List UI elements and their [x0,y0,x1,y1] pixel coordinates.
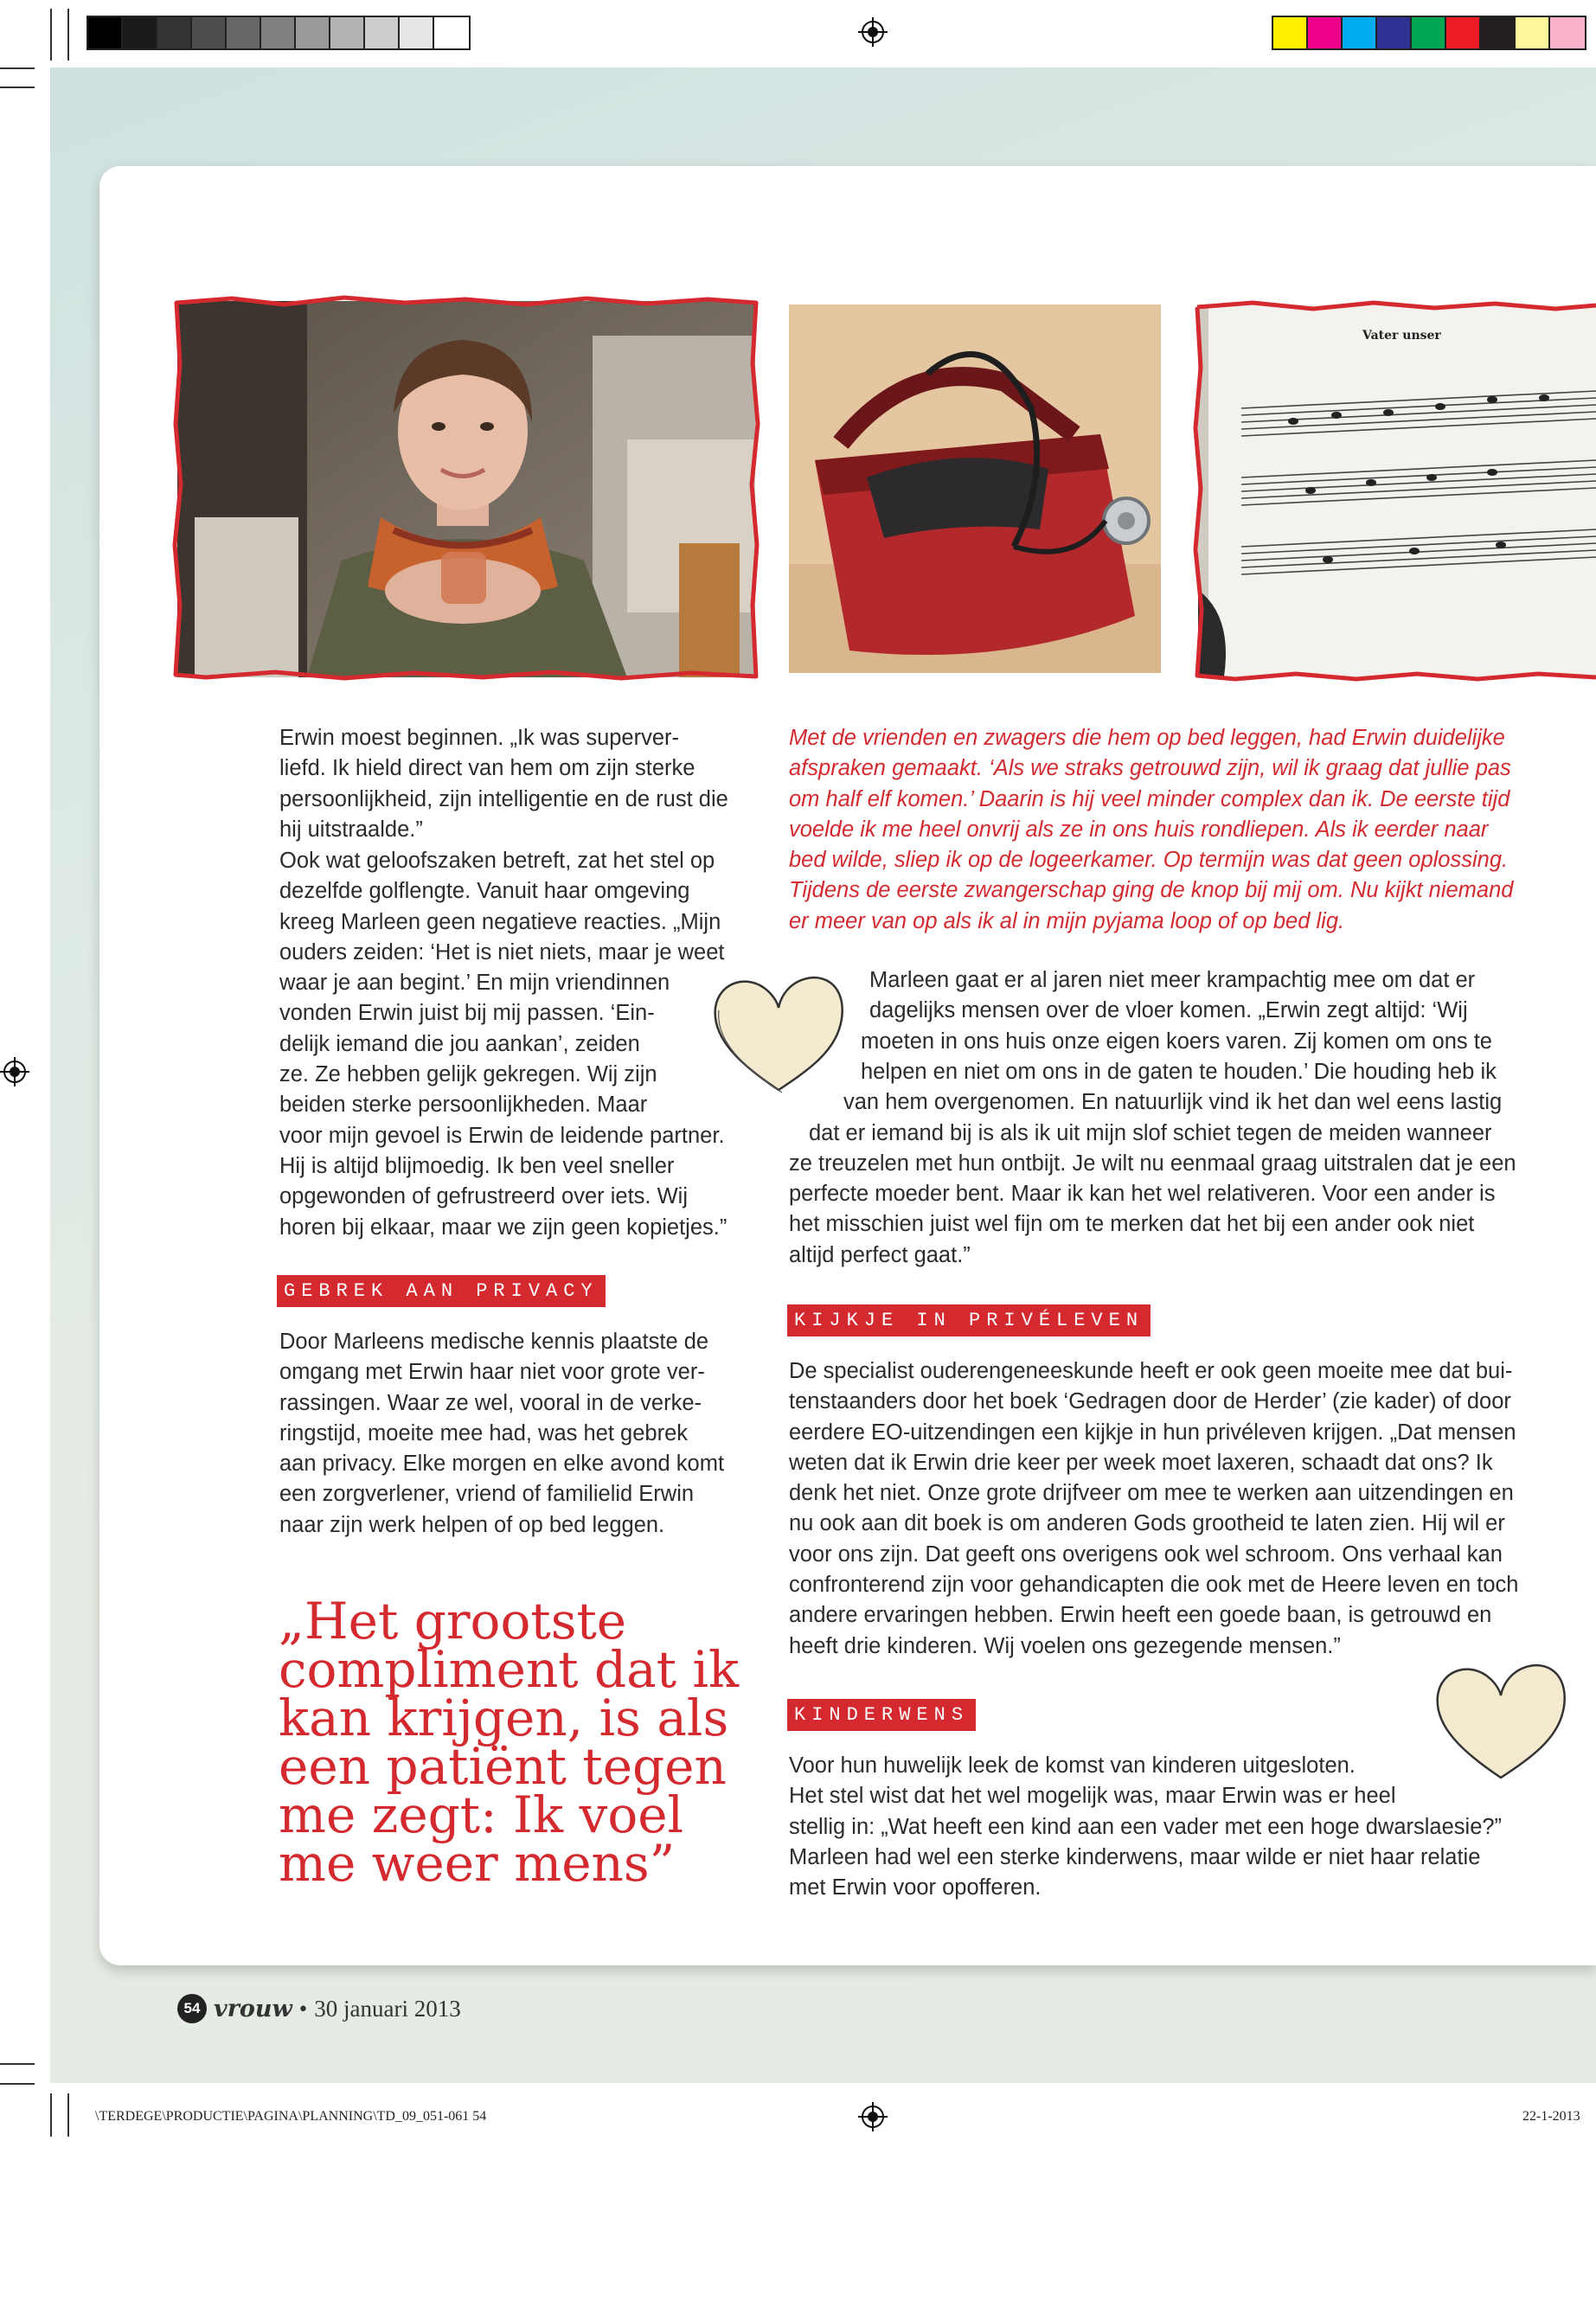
color-bar [1272,16,1586,50]
color-swatch [400,17,434,48]
page-number: 54 [177,1994,207,2023]
color-swatch [261,17,296,48]
text-line: dat er iemand bij is als ik uit mijn slof schiet tegen de meiden wanneer [809,1120,1492,1145]
text-line: helpen en niet om ons in de gaten te houden.’ Die houding heb ik [861,1059,1497,1084]
text-line: dagelijks mensen over de vloer komen. „Erwin zegt altijd: ‘Wij [869,998,1468,1023]
section-heading-privacy: GEBREK AAN PRIVACY [277,1275,606,1307]
slug-path: \TERDEGE\PRODUCTIE\PAGINA\PLANNING\TD_09_051-061 54 [95,2109,487,2124]
grayscale-bar [87,16,471,50]
sheet-music-title: Vater unser [1362,329,1441,343]
slug-date: 22-1-2013 [1522,2109,1580,2124]
trim-mark [67,2093,69,2137]
registration-mark-icon [0,1057,29,1086]
color-swatch [434,17,469,48]
heart-icon [1427,1657,1574,1786]
color-swatch [192,17,227,48]
trim-mark [67,9,69,61]
color-swatch [123,17,157,48]
footer-separator: • [298,1995,308,2022]
text-line: van hem overgenomen. En natuurlijk vind ik het dan wel eens lastig [843,1090,1503,1115]
registration-mark-icon [858,17,888,47]
color-swatch [1273,17,1308,48]
color-swatch [365,17,400,48]
section-heading-kijkje: KIJKJE IN PRIVÉLEVEN [787,1304,1151,1336]
pull-quote: „Het grootste compliment dat ik kan krijgen, is als een patiënt tegen me zegt: Ik voel me weer mens” [279,1592,740,1893]
text-line: het misschien juist wel fijn om te merken dat het bij een ander ook niet [789,1212,1475,1237]
trim-mark [0,2083,35,2085]
color-swatch [1412,17,1446,48]
color-swatch [1377,17,1412,48]
photo-doctor-bag [789,304,1161,673]
color-swatch [88,17,123,48]
heart-icon [705,969,852,1099]
trim-mark [0,87,35,88]
registration-mark-icon [858,2102,888,2131]
page-footer [177,1994,461,2023]
trim-mark [0,67,35,69]
color-swatch [1550,17,1585,48]
color-swatch [1516,17,1550,48]
text-line: altijd perfect gaat.” [789,1242,971,1267]
color-swatch [157,17,192,48]
color-swatch [330,17,365,48]
trim-mark [50,9,52,61]
color-swatch [1446,17,1481,48]
privacy-paragraph: Door Marleens medische kennis plaatste de omgang met Erwin haar niet voor grote ver- rassingen. Waar ze wel, vooral in de verke- ringstijd, moeite mee had, was het gebrek aan privacy. Elke morgen en elke avond komt een zorgverlener, vriend of familielid Erwin naar zijn werk helpen of op bed leggen. [279,1330,725,1537]
issue-date: 30 januari 2013 [314,1995,461,2022]
text-line: perfecte moeder bent. Maar ik kan het wel relativeren. Voor een ander is [789,1182,1496,1207]
kinderwens-paragraph: Voor hun huwelijk leek de komst van kinderen uitgesloten. Het stel wist dat het wel mogelijk was, maar Erwin was er heel stellig in: „Wat heeft een kind aan een vader met een hoge dwarslaesie?” Marleen had wel een sterke kinderwens, maar wilde er niet haar relatie met Erwin voor opofferen. [789,1753,1503,1900]
color-swatch [296,17,330,48]
color-swatch [1481,17,1516,48]
left-column [279,723,764,845]
text-line: moeten in ons huis onze eigen koers varen. Zij komen om ons te [861,1029,1492,1054]
section-heading-kinderwens: KINDERWENS [787,1699,976,1731]
intro-italic: Met de vrienden en zwagers die hem op bed leggen, had Erwin duidelijke afspraken gemaakt. ‘Als we straks getrouwd zijn, wil ik graag dat jullie pas om half elf komen.’ Daarin is hij veel minder complex dan ik. De eerste tijd voelde ik me heel onvrij als ze in ons huis rondliepen. Als ik eerder naar bed wilde, sliep ik op de logeerkamer. Op termijn was dat geen oplossing. Tijdens de eerste zwangerschap ging de knop bij mij om. Nu kijkt niemand er meer van op als ik al in mijn pyjama loop of op bed lig. [789,726,1514,933]
text-line: Marleen gaat er al jaren niet meer krampachtig mee om dat er [869,968,1476,992]
color-swatch [1343,17,1377,48]
text-line: ze treuzelen met hun ontbijt. Je wilt nu eenmaal graag uitstralen dat je een [789,1150,1516,1176]
color-swatch [227,17,261,48]
kijkje-paragraph: De specialist ouderengeneeskunde heeft er ook geen moeite mee dat bui- tenstaanders door het boek ‘Gedragen door de Herder’ (zie kader) of door eerdere EO-uitzendingen een kijkje in hun privéleven krijgen. „Dat mensen weten dat ik Erwin drie keer per week moet laxeren, schaadt dat ons? Ik denk het niet. Onze grote drijfveer om mee te werken aan uitzendingen en nu ook aan dit boek is om anderen Gods grootheid te laten zien. Hij wil er voor ons zijn. Dat geeft ons overigens ook wel schroom. Ons verhaal kan confronterend zijn voor gehandicapten die ook met de Heere leven en toch andere ervaringen hebben. Erwin heeft een goede baan, is getrouwd en heeft drie kinderen. Wij voelen ons gezegende mensen.” [789,1359,1519,1658]
trim-mark [0,2063,35,2065]
paragraph: Ook wat geloofszaken betreft, zat het stel op dezelfde golflengte. Vanuit haar omgeving kreeg Marleen geen negatieve reacties. „Mijn ouders zeiden: ‘Het is niet niets, maar je weet waar je aan begint.’ En mijn vriendinnen vonden Erwin juist bij mij passen. ‘Ein- delijk iemand die jou aankan’, zeiden ze. Ze hebben gelijk gekregen. Wij zijn beiden sterke persoonlijkheden. Maar voor mijn gevoel is Erwin de leidende partner. Hij is altijd blijmoedig. Ik ben veel sneller opgewonden of gefrustreerd over iets. Wij horen bij elkaar, maar we zijn geen kopietjes.” [279,849,727,1240]
magazine-name: vrouw [214,1995,292,2022]
left-column-cont [279,846,764,1243]
torn-frame [1192,298,1596,683]
torn-frame [171,294,761,683]
trim-mark [50,2093,52,2137]
color-swatch [1308,17,1343,48]
paragraph: Erwin moest beginnen. „Ik was superver- liefd. Ik hield direct van hem om zijn sterke persoonlijkheid, zijn intelligentie en de rust die hij uitstraalde.” [279,726,728,842]
